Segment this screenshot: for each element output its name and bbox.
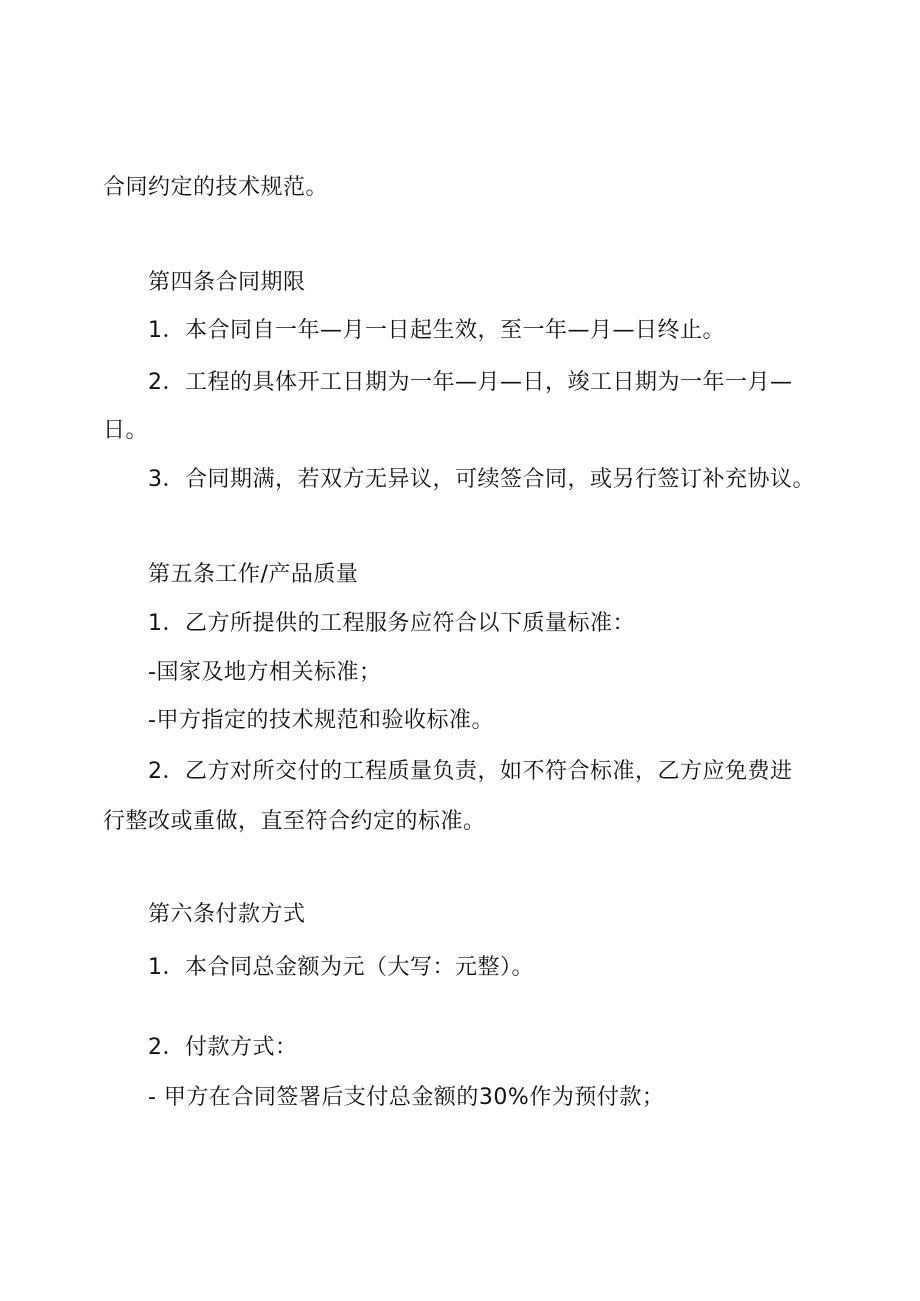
term-clause-2: 2．工程的具体开工日期为一年—月—日，竣工日期为一年一月— (148, 370, 793, 395)
quality-standard-item: -甲方指定的技术规范和验收标准。 (148, 708, 494, 733)
term-clause-2-continued: 日。 (103, 418, 149, 443)
term-clause-1: 1．本合同自一年—月一日起生效，至一年—月—日终止。 (148, 318, 725, 343)
section-heading-term: 第四条合同期限 (148, 270, 306, 295)
payment-clause-1: 1．本合同总金额为元（大写：元整）。 (148, 955, 534, 980)
quality-clause-1: 1．乙方所提供的工程服务应符合以下质量标准： (148, 611, 635, 636)
quality-clause-2: 2．乙方对所交付的工程质量负责，如不符合标准，乙方应免费进 (148, 759, 793, 784)
term-clause-3: 3．合同期满，若双方无异议，可续签合同，或另行签订补充协议。 (148, 467, 815, 492)
payment-item: - 甲方在合同签署后支付总金额的30%作为预付款； (148, 1085, 665, 1110)
section-heading-quality: 第五条工作/产品质量 (148, 562, 359, 587)
quality-clause-2-continued: 行整改或重做，直至符合约定的标准。 (103, 809, 486, 834)
payment-clause-2: 2．付款方式： (148, 1035, 298, 1060)
quality-standard-item: -国家及地方相关标准； (148, 660, 382, 685)
section-heading-payment: 第六条付款方式 (148, 902, 306, 927)
continuation-text: 合同约定的技术规范。 (103, 175, 329, 200)
